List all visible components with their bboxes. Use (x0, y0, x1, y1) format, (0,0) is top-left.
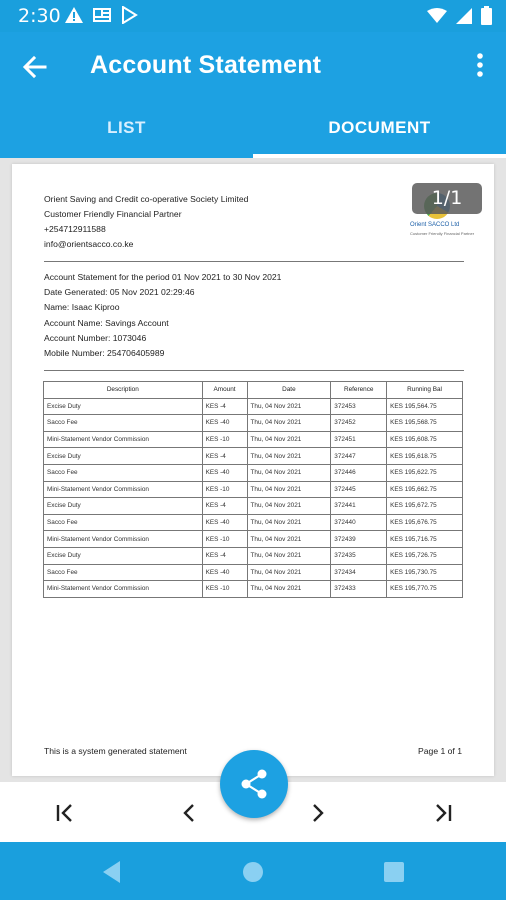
table-header-row (44, 382, 463, 399)
divider (44, 261, 464, 262)
statement-info (44, 270, 281, 361)
table-row (44, 514, 463, 531)
table-cell: KES 195,564.75 (387, 398, 463, 415)
table-cell: KES 195,730.75 (387, 564, 463, 581)
table-cell: Thu, 04 Nov 2021 (247, 531, 331, 548)
more-vert-icon[interactable] (470, 50, 490, 80)
org-tagline: Customer Friendly Financial Partner (44, 209, 182, 219)
divider (44, 370, 464, 371)
table-row (44, 581, 463, 598)
col-date: Date (247, 382, 331, 399)
table-cell: KES 195,568.75 (387, 415, 463, 432)
table-cell: Excise Duty (44, 398, 203, 415)
sacco-logo: Orient SACCO Ltd Customer Friendly Financial Partner (406, 190, 472, 244)
share-icon (220, 750, 288, 818)
account-name: Account Name: Savings Account (44, 317, 169, 328)
system-nav-bar (0, 842, 506, 900)
table-cell: Thu, 04 Nov 2021 (247, 498, 331, 515)
table-row (44, 564, 463, 581)
tab-list[interactable]: LIST (107, 118, 146, 137)
col-amount: Amount (202, 382, 247, 399)
table-cell: 372452 (331, 415, 387, 432)
table-cell: KES -4 (202, 547, 247, 564)
statement-period: Account Statement for the period 01 Nov 2021 to 30 Nov 2021 (44, 272, 282, 282)
table-cell: Excise Duty (44, 498, 203, 515)
chevron-right-icon[interactable] (302, 798, 332, 828)
table-cell: 372453 (331, 398, 387, 415)
table-cell: KES 195,672.75 (387, 498, 463, 515)
table-row (44, 498, 463, 515)
org-email: info@orientsacco.co.ke (44, 239, 134, 249)
table-cell: KES -40 (202, 415, 247, 432)
signal-icon (455, 8, 473, 24)
table-cell: Mini-Statement Vendor Commission (44, 531, 203, 548)
back-arrow-icon[interactable] (18, 50, 52, 84)
table-cell: 372439 (331, 531, 387, 548)
table-cell: 372447 (331, 448, 387, 465)
table-cell: Sacco Fee (44, 464, 203, 481)
table-cell: Mini-Statement Vendor Commission (44, 431, 203, 448)
table-cell: Thu, 04 Nov 2021 (247, 481, 331, 498)
last-page-icon[interactable] (428, 798, 458, 828)
table-cell: KES -40 (202, 514, 247, 531)
wifi-icon (427, 8, 447, 24)
table-cell: Sacco Fee (44, 564, 203, 581)
play-store-icon (120, 6, 138, 24)
table-row (44, 415, 463, 432)
tab-document[interactable]: DOCUMENT (328, 118, 431, 137)
table-cell: KES -10 (202, 531, 247, 548)
table-row (44, 481, 463, 498)
table-cell: KES -40 (202, 564, 247, 581)
table-cell: Mini-Statement Vendor Commission (44, 481, 203, 498)
table-cell: 372451 (331, 431, 387, 448)
col-reference: Reference (331, 382, 387, 399)
table-cell: KES 195,618.75 (387, 448, 463, 465)
status-time: 2:30 (18, 5, 61, 27)
table-cell: KES 195,676.75 (387, 514, 463, 531)
org-phone: +254712911588 (44, 224, 106, 234)
col-running-bal: Running Bal (387, 382, 463, 399)
table-cell: KES -10 (202, 431, 247, 448)
status-bar (0, 0, 506, 32)
table-row (44, 531, 463, 548)
org-header (44, 192, 248, 252)
table-cell: KES 195,726.75 (387, 547, 463, 564)
table-row (44, 448, 463, 465)
table-cell: Excise Duty (44, 547, 203, 564)
date-generated: Date Generated: 05 Nov 2021 02:29:46 (44, 287, 195, 298)
table-cell: Thu, 04 Nov 2021 (247, 564, 331, 581)
nav-back-icon[interactable] (98, 858, 126, 886)
app-bar (0, 32, 506, 100)
table-cell: KES 195,716.75 (387, 531, 463, 548)
org-name: Orient Saving and Credit co-operative Society Limited (44, 194, 249, 204)
statement-page (12, 164, 494, 776)
share-button[interactable] (220, 750, 288, 818)
table-cell: Thu, 04 Nov 2021 (247, 464, 331, 481)
first-page-icon[interactable] (50, 798, 80, 828)
page-number: Page 1 of 1 (418, 746, 462, 756)
table-row (44, 547, 463, 564)
col-description: Description (44, 382, 203, 399)
transactions-table (43, 381, 463, 598)
table-cell: 372440 (331, 514, 387, 531)
tab-bar (0, 100, 506, 158)
page-title: Account Statement (90, 51, 322, 79)
table-cell: Sacco Fee (44, 514, 203, 531)
table-cell: KES 195,662.75 (387, 481, 463, 498)
table-row (44, 431, 463, 448)
table-cell: 372446 (331, 464, 387, 481)
newspaper-icon (92, 6, 112, 24)
table-cell: KES -4 (202, 398, 247, 415)
table-cell: KES 195,770.75 (387, 581, 463, 598)
table-cell: Sacco Fee (44, 415, 203, 432)
table-cell: 372441 (331, 498, 387, 515)
account-number: Account Number: 1073046 (44, 332, 147, 343)
system-generated-note: This is a system generated statement (44, 746, 187, 756)
table-cell: KES -4 (202, 448, 247, 465)
battery-icon (481, 6, 492, 25)
table-cell: KES -4 (202, 498, 247, 515)
table-cell: KES -10 (202, 481, 247, 498)
table-cell: Mini-Statement Vendor Commission (44, 581, 203, 598)
table-cell: 372435 (331, 547, 387, 564)
table-cell: Thu, 04 Nov 2021 (247, 448, 331, 465)
table-cell: KES 195,622.75 (387, 464, 463, 481)
table-cell: Thu, 04 Nov 2021 (247, 581, 331, 598)
page-indicator-badge: 1/1 (412, 183, 482, 214)
table-cell: 372433 (331, 581, 387, 598)
table-cell: Thu, 04 Nov 2021 (247, 398, 331, 415)
table-cell: Excise Duty (44, 448, 203, 465)
table-row (44, 464, 463, 481)
table-cell: KES -40 (202, 464, 247, 481)
chevron-left-icon[interactable] (175, 798, 205, 828)
mobile-number: Mobile Number: 254706405989 (44, 348, 165, 359)
table-cell: 372434 (331, 564, 387, 581)
table-row (44, 398, 463, 415)
table-cell: Thu, 04 Nov 2021 (247, 547, 331, 564)
table-cell: Thu, 04 Nov 2021 (247, 415, 331, 432)
nav-home-icon[interactable] (239, 858, 267, 886)
table-cell: 372445 (331, 481, 387, 498)
table-cell: Thu, 04 Nov 2021 (247, 514, 331, 531)
member-name: Name: Isaac Kiproo (44, 302, 120, 313)
nav-recents-icon[interactable] (380, 858, 408, 886)
table-cell: KES -10 (202, 581, 247, 598)
alert-icon (64, 6, 84, 24)
table-cell: Thu, 04 Nov 2021 (247, 431, 331, 448)
table-cell: KES 195,608.75 (387, 431, 463, 448)
